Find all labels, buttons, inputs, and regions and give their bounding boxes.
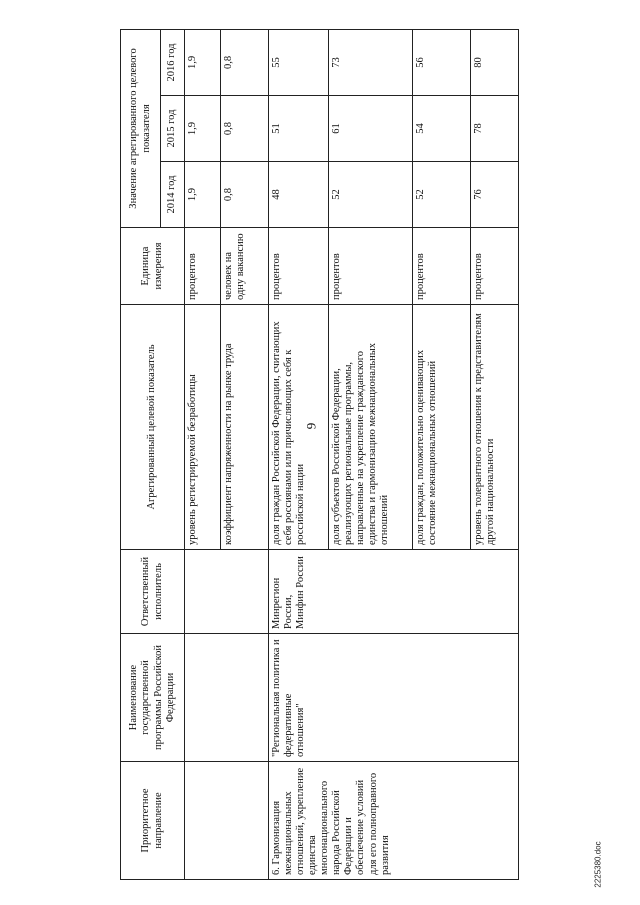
value-2014-cell: 1,9 [185, 162, 221, 228]
table-row [269, 29, 329, 879]
header-unit: Единица измерения [121, 228, 185, 305]
empty-cell [185, 550, 269, 634]
indicator-cell: доля граждан, положительно оценивающих состояние межнациональных отношений [413, 305, 471, 550]
indicator-cell: уровень толерантного отношения к представителям другой национальности [471, 305, 519, 550]
value-2014-cell: 52 [329, 162, 413, 228]
unit-cell: процентов [471, 228, 519, 305]
indicator-cell: доля субъектов Российской Федерации, реализующих региональные программы, направленные на укрепление гражданского единства и гармонизацию межнациональных отношений [329, 305, 413, 550]
indicator-cell: доля граждан Российской Федерации, считающих себя россиянами или причисляющих себя к российской нации [269, 305, 329, 550]
value-2016-cell: 80 [471, 29, 519, 95]
value-2014-cell: 0,8 [221, 162, 269, 228]
indicators-table [120, 29, 519, 880]
indicator-cell: коэффициент напряженности на рынке труда [221, 305, 269, 550]
value-2015-cell: 1,9 [185, 96, 221, 162]
page-number: 9 [303, 422, 319, 430]
header-value: Значение агрегированного целевого показателя [121, 29, 161, 227]
value-2015-cell: 61 [329, 96, 413, 162]
table-row [185, 29, 221, 879]
value-2015-cell: 0,8 [221, 96, 269, 162]
header-year-2015: 2015 год [161, 96, 185, 162]
value-2015-cell: 78 [471, 96, 519, 162]
header-executor: Ответственный исполнитель [121, 550, 185, 634]
program-cell: "Региональная политика и федеративные отношения" [269, 634, 519, 762]
value-2014-cell: 52 [413, 162, 471, 228]
value-2015-cell: 54 [413, 96, 471, 162]
value-2016-cell: 55 [269, 29, 329, 95]
value-2014-cell: 76 [471, 162, 519, 228]
value-2016-cell: 73 [329, 29, 413, 95]
unit-cell: процентов [329, 228, 413, 305]
indicator-cell: уровень регистрируемой безработицы [185, 305, 221, 550]
rotated-table-wrapper [120, 30, 580, 880]
unit-cell: человек на одну вакансию [221, 228, 269, 305]
value-2016-cell: 56 [413, 29, 471, 95]
priority-cell: 6. Гармонизация межнациональных отношений, укрепление единства многонационального народа Российской Федерации и обеспечение условий для его полноправного развития [269, 762, 519, 880]
empty-cell [185, 634, 269, 762]
empty-cell [185, 762, 269, 880]
header-year-2014: 2014 год [161, 162, 185, 228]
value-2016-cell: 0,8 [221, 29, 269, 95]
value-2015-cell: 51 [269, 96, 329, 162]
value-2016-cell: 1,9 [185, 29, 221, 95]
header-indicator: Агрегированный целевой показатель [121, 305, 185, 550]
document-file-id: 2225380.doc [593, 841, 603, 888]
header-year-2016: 2016 год [161, 29, 185, 95]
value-2014-cell: 48 [269, 162, 329, 228]
executor-cell: Минрегион России, Минфин России [269, 550, 519, 634]
unit-cell: процентов [269, 228, 329, 305]
unit-cell: процентов [413, 228, 471, 305]
header-program: Наименование государственной программы Российской Федерации [121, 634, 185, 762]
unit-cell: процентов [185, 228, 221, 305]
header-priority: Приоритетное направление [121, 762, 185, 880]
